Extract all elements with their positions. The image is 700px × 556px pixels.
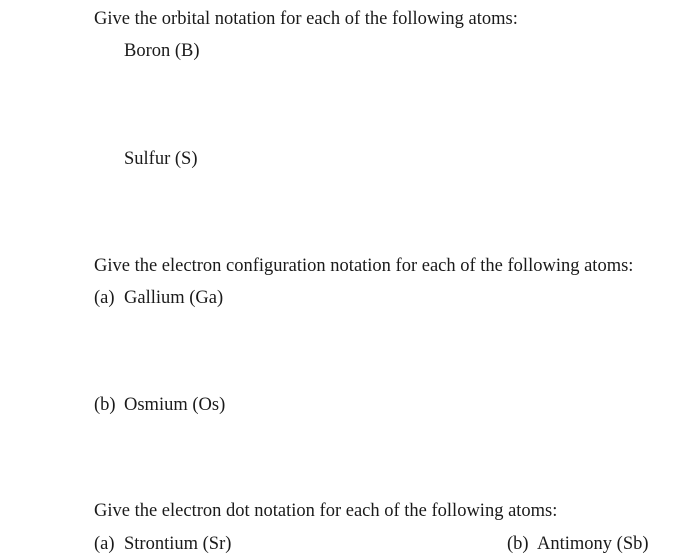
electron-dot-prompt: Give the electron dot notation for each of the following atoms: bbox=[94, 501, 558, 521]
gallium-label: Gallium (Ga) bbox=[124, 288, 224, 308]
orbital-notation-prompt: Give the orbital notation for each of the following atoms: bbox=[94, 9, 518, 29]
item-letter-b: (b) bbox=[94, 395, 116, 415]
strontium-item bbox=[94, 533, 231, 555]
strontium-label: Strontium (Sr) bbox=[124, 534, 232, 554]
electron-configuration-prompt: Give the electron configuration notation for each of the following atoms: bbox=[94, 256, 634, 276]
item-letter-a: (a) bbox=[94, 534, 115, 554]
osmium-item bbox=[94, 394, 225, 416]
sulfur-item: Sulfur (S) bbox=[124, 149, 198, 169]
osmium-label: Osmium (Os) bbox=[124, 395, 226, 415]
antimony-label: Antimony (Sb) bbox=[537, 534, 649, 554]
item-letter-b: (b) bbox=[507, 534, 529, 554]
antimony-item bbox=[507, 533, 649, 555]
item-letter-a: (a) bbox=[94, 288, 115, 308]
boron-item: Boron (B) bbox=[124, 41, 200, 61]
gallium-item bbox=[94, 287, 223, 309]
